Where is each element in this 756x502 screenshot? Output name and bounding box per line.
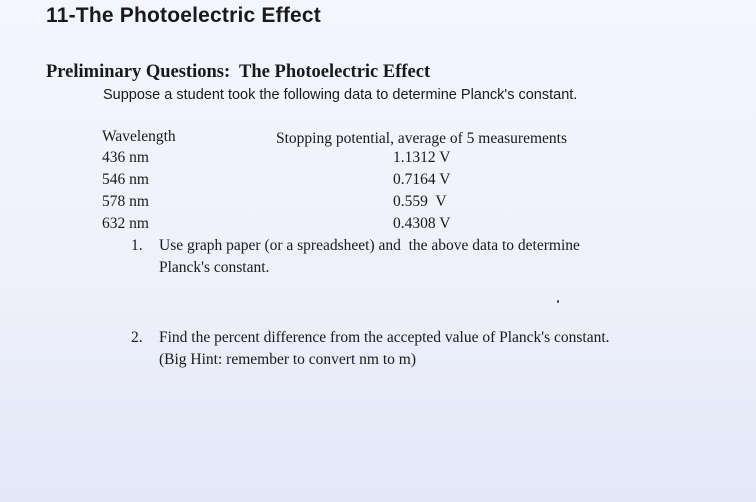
potential-cell: 1.1312 V [393, 149, 451, 166]
wavelength-cell: 546 nm [102, 171, 149, 188]
question-line: (Big Hint: remember to convert nm to m) [159, 351, 416, 368]
wavelength-cell: 436 nm [102, 149, 149, 166]
potential-cell: 0.559 V [393, 193, 447, 210]
table-row [102, 215, 502, 237]
stopping-potential-column-header: Stopping potential, average of 5 measurements [276, 130, 567, 147]
question-text [159, 327, 610, 371]
stray-mark [557, 300, 559, 303]
intro-text: Suppose a student took the following data to determine Planck's constant. [103, 87, 578, 103]
potential-cell: 0.4308 V [393, 215, 451, 232]
question-line: Find the percent difference from the accepted value of Planck's constant. [159, 329, 610, 346]
question-number: 2. [131, 329, 143, 346]
potential-cell: 0.7164 V [393, 171, 451, 188]
section-heading: Preliminary Questions: The Photoelectric Effect [46, 62, 431, 82]
table-row [102, 149, 502, 171]
page-title: 11-The Photoelectric Effect [46, 4, 321, 27]
question-text [159, 235, 580, 279]
wavelength-cell: 632 nm [102, 215, 149, 232]
wavelength-cell: 578 nm [102, 193, 149, 210]
question-line: Planck's constant. [159, 259, 270, 276]
table-row [102, 171, 502, 193]
question-number: 1. [131, 237, 143, 254]
question-line: Use graph paper (or a spreadsheet) and the above data to determine [159, 237, 580, 254]
table-row [102, 193, 502, 215]
wavelength-column-header: Wavelength [102, 128, 176, 145]
